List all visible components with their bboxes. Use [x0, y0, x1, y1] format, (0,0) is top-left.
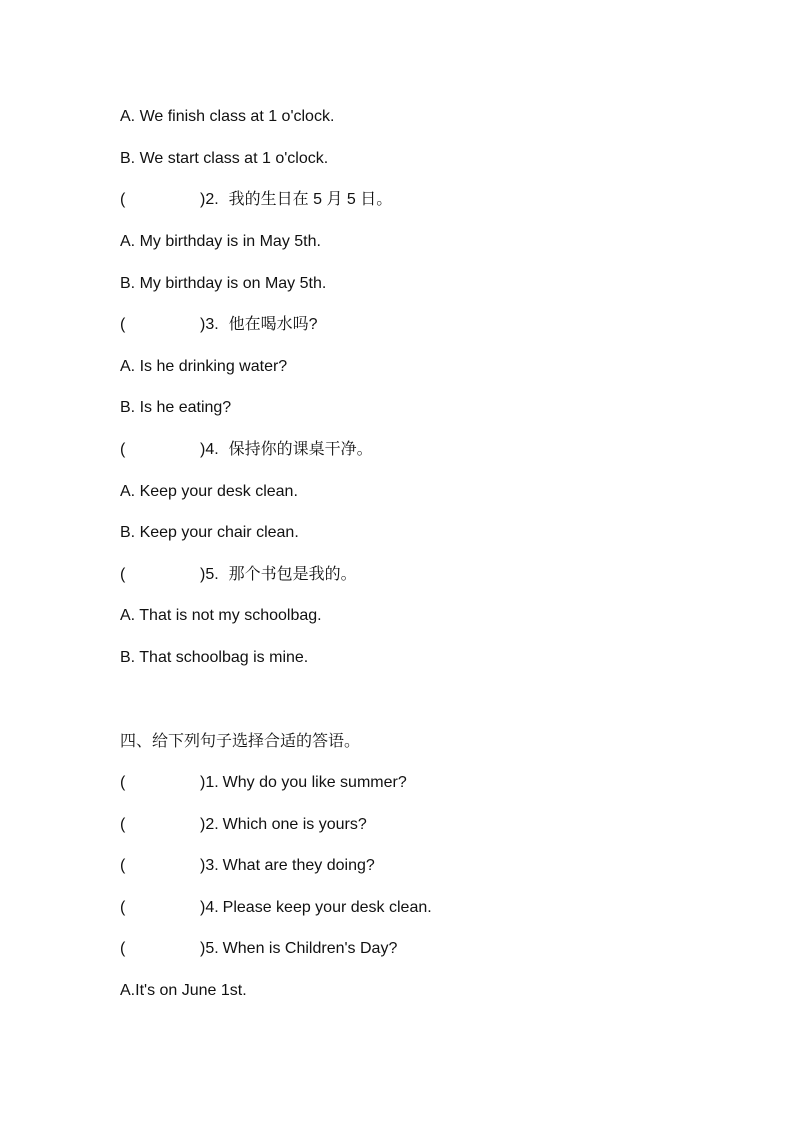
question-line [120, 898, 432, 918]
option-line: B. We start class at 1 o'clock. [120, 150, 329, 167]
question-text: When is Children's Day? [222, 940, 398, 957]
section-heading: 四、给下列句子选择合适的答语。 [120, 733, 361, 750]
answer-blank-open[interactable]: ( [120, 191, 126, 208]
question-number: )3. [200, 857, 219, 874]
question-line [120, 773, 407, 793]
question-line [120, 190, 392, 210]
question-line [120, 315, 318, 335]
question-number: )2. [200, 816, 219, 833]
question-text: Why do you like summer? [222, 774, 407, 791]
question-number: )4. [200, 899, 219, 916]
question-line [120, 440, 373, 460]
question-line [120, 815, 367, 835]
answer-blank-open[interactable]: ( [120, 566, 126, 583]
question-number: )4. [200, 441, 219, 458]
question-text: Which one is yours? [222, 816, 367, 833]
option-line: B. That schoolbag is mine. [120, 649, 309, 666]
question-number: )5. [200, 940, 219, 957]
question-number: )2. [200, 191, 219, 208]
question-line [120, 939, 397, 959]
option-line: B. Is he eating? [120, 399, 232, 416]
option-line: A. We finish class at 1 o'clock. [120, 108, 335, 125]
option-line: A. Keep your desk clean. [120, 483, 298, 500]
question-text: 他在喝水吗? [228, 316, 318, 333]
question-text: What are they doing? [222, 857, 375, 874]
answer-blank-open[interactable]: ( [120, 857, 126, 874]
option-line: A. Is he drinking water? [120, 358, 288, 375]
answer-choice: A.It's on June 1st. [120, 982, 247, 999]
option-line: A. That is not my schoolbag. [120, 607, 322, 624]
answer-blank-open[interactable]: ( [120, 940, 126, 957]
option-line: B. Keep your chair clean. [120, 524, 299, 541]
question-number: )5. [200, 566, 219, 583]
option-line: A. My birthday is in May 5th. [120, 233, 321, 250]
question-line [120, 856, 375, 876]
question-line [120, 565, 357, 585]
answer-blank-open[interactable]: ( [120, 899, 126, 916]
question-number: )1. [200, 774, 219, 791]
option-line: B. My birthday is on May 5th. [120, 275, 327, 292]
question-text: Please keep your desk clean. [222, 899, 432, 916]
question-text: 我的生日在 5 月 5 日。 [228, 191, 393, 208]
answer-blank-open[interactable]: ( [120, 774, 126, 791]
answer-blank-open[interactable]: ( [120, 816, 126, 833]
question-number: )3. [200, 316, 219, 333]
answer-blank-open[interactable]: ( [120, 441, 126, 458]
question-text: 那个书包是我的。 [228, 566, 357, 583]
question-text: 保持你的课桌干净。 [228, 441, 373, 458]
answer-blank-open[interactable]: ( [120, 316, 126, 333]
